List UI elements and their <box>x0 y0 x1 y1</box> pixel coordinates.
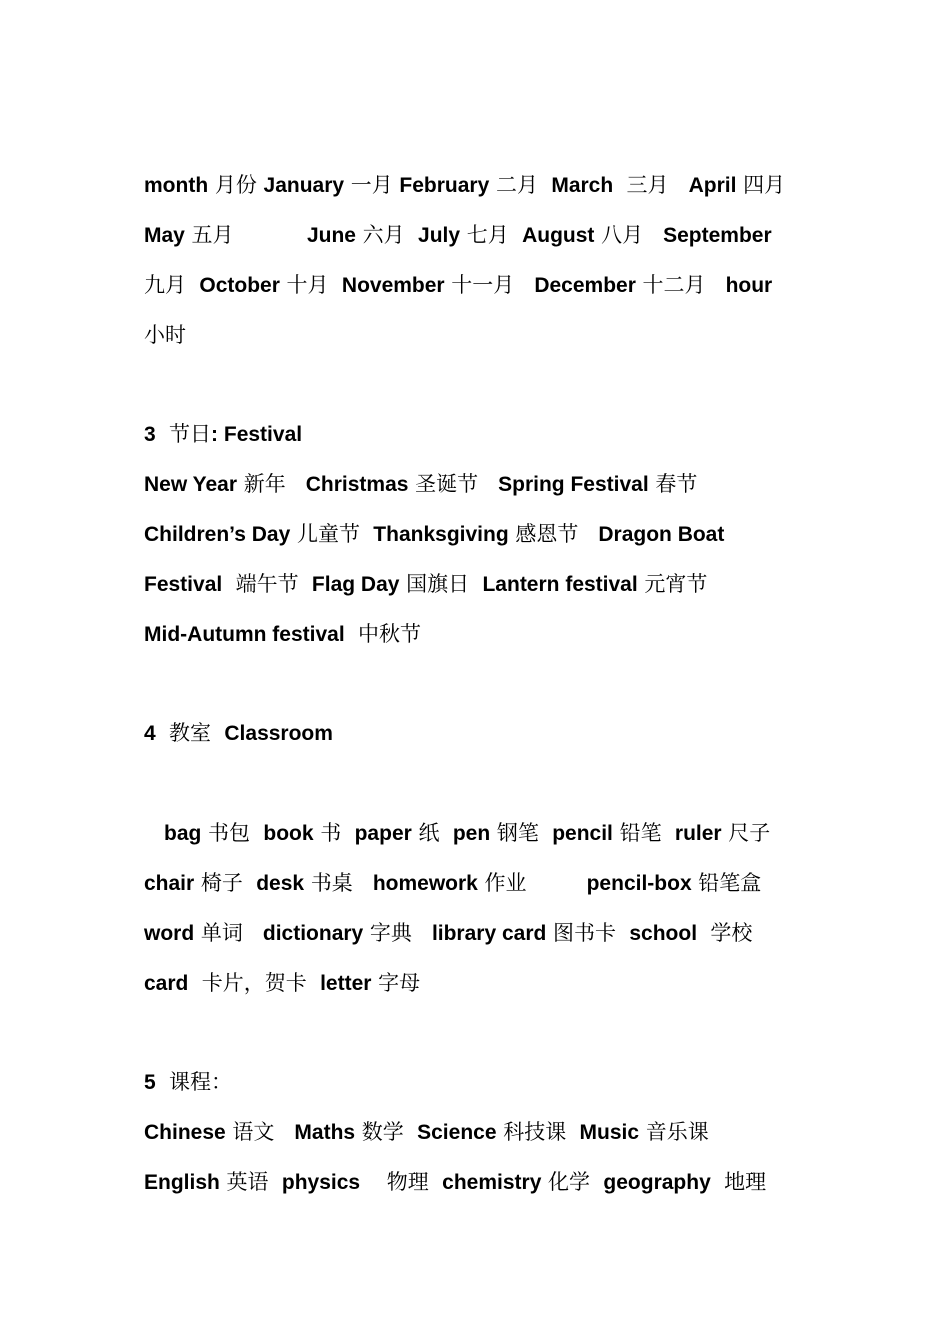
english-term: book <box>263 822 314 845</box>
chinese-gloss: 三月 <box>613 173 689 197</box>
chinese-gloss: 书 <box>313 821 355 845</box>
chinese-gloss: 学校 <box>697 921 753 945</box>
chinese-gloss: 中秋节 <box>344 622 422 646</box>
english-term: 4 <box>144 722 156 745</box>
chinese-gloss: 作业 <box>477 871 587 895</box>
english-term: dictionary <box>262 922 364 945</box>
chinese-gloss: 节日 <box>155 422 212 446</box>
english-term: geography <box>603 1171 711 1194</box>
chinese-gloss: 字母 <box>371 971 421 995</box>
english-term: Thanksgiving <box>373 523 509 546</box>
english-term: July <box>418 224 461 247</box>
text-line-months-2 <box>144 218 830 252</box>
chinese-gloss: 化学 <box>541 1170 604 1194</box>
chinese-gloss: 十一月 <box>444 273 535 297</box>
english-term: word <box>144 922 195 945</box>
english-term: chemistry <box>442 1171 542 1194</box>
chinese-gloss: 字典 <box>363 921 432 945</box>
english-term: library card <box>431 922 547 945</box>
english-term: ruler <box>674 822 722 845</box>
english-term: pencil <box>552 822 613 845</box>
english-term: bag <box>164 822 202 845</box>
english-term: Spring Festival <box>498 473 649 496</box>
chinese-gloss: 物理 <box>360 1170 443 1194</box>
english-term: paper <box>354 822 412 845</box>
english-term: school <box>629 922 698 945</box>
chinese-gloss: 十二月 <box>635 273 726 297</box>
chinese-gloss: 四月 <box>736 173 786 197</box>
text-line-classroom-2 <box>144 866 830 900</box>
chinese-gloss: 新年 <box>237 472 306 496</box>
english-term: desk <box>256 872 305 895</box>
text-line-classroom-1 <box>144 816 830 850</box>
chinese-gloss: 书桌 <box>304 871 373 895</box>
text-line-courses-1 <box>144 1115 830 1149</box>
english-term: Christmas <box>305 473 409 496</box>
english-term: homework <box>372 872 478 895</box>
english-term: Classroom <box>224 722 333 745</box>
english-term: Chinese <box>144 1121 226 1144</box>
section-heading-classroom <box>144 716 830 750</box>
english-term: May <box>144 224 185 247</box>
english-term: November <box>341 274 445 297</box>
chinese-gloss: 十月 <box>279 273 342 297</box>
chinese-gloss: 七月 <box>460 223 523 247</box>
english-term: 3 <box>144 423 156 446</box>
english-term: card <box>144 972 189 995</box>
chinese-gloss: 六月 <box>355 223 419 247</box>
english-term: March <box>551 174 614 197</box>
chinese-gloss: 月份 <box>208 173 264 197</box>
chinese-gloss: 小时 <box>144 323 186 347</box>
english-term: April <box>688 174 737 197</box>
english-term: August <box>522 224 595 247</box>
english-term: month <box>144 174 209 197</box>
text-line-months-3 <box>144 268 830 302</box>
english-term: Flag Day <box>311 573 400 596</box>
chinese-gloss: 儿童节 <box>290 522 374 546</box>
chinese-gloss: 地理 <box>710 1170 767 1194</box>
chinese-gloss: 椅子 <box>194 871 257 895</box>
chinese-gloss: 二月 <box>489 173 552 197</box>
chinese-gloss <box>144 821 164 845</box>
chinese-gloss: 元宵节 <box>637 572 708 596</box>
english-term: pen <box>452 822 491 845</box>
chinese-gloss: 尺子 <box>721 821 771 845</box>
chinese-gloss: 铅笔盒 <box>691 871 762 895</box>
english-term: December <box>534 274 636 297</box>
english-term: pencil-box <box>586 872 692 895</box>
english-term: chair <box>144 872 195 895</box>
english-term: physics <box>281 1171 361 1194</box>
chinese-gloss: 单词 <box>194 921 263 945</box>
chinese-gloss: 语文 <box>225 1120 295 1144</box>
text-line-festival-4 <box>144 617 830 651</box>
text-line-months-4 <box>144 318 830 352</box>
text-line-festival-3 <box>144 567 830 601</box>
chinese-gloss: 九月 <box>144 273 200 297</box>
english-term: Science <box>417 1121 497 1144</box>
english-term: 5 <box>144 1071 156 1094</box>
chinese-gloss: 感恩节 <box>508 522 599 546</box>
english-term: June <box>306 224 356 247</box>
text-line-festival-1 <box>144 467 830 501</box>
english-term: Lantern festival <box>482 573 638 596</box>
chinese-gloss: 英语 <box>219 1170 282 1194</box>
chinese-gloss: 一月 <box>344 173 400 197</box>
chinese-gloss: 八月 <box>594 223 664 247</box>
chinese-gloss: 图书卡 <box>546 921 630 945</box>
text-line-classroom-3 <box>144 916 830 950</box>
chinese-gloss: 科技课 <box>496 1120 580 1144</box>
english-term: Music <box>579 1121 640 1144</box>
english-term: Festival <box>144 573 223 596</box>
section-heading-courses <box>144 1065 830 1099</box>
english-term: February <box>399 174 490 197</box>
chinese-gloss: 圣诞节 <box>408 472 499 496</box>
text-line-courses-2 <box>144 1165 830 1199</box>
chinese-gloss: 音乐课 <box>639 1120 709 1144</box>
chinese-gloss: 数学 <box>355 1120 418 1144</box>
english-term: hour <box>725 274 773 297</box>
english-term: New Year <box>144 473 238 496</box>
section-heading-festival <box>144 417 830 451</box>
text-line-festival-2 <box>144 517 830 551</box>
chinese-gloss: 纸 <box>411 821 453 845</box>
text-line-classroom-4 <box>144 966 830 1000</box>
english-term: English <box>144 1171 220 1194</box>
chinese-gloss: 端午节 <box>222 572 312 596</box>
english-term: October <box>199 274 280 297</box>
english-term: letter <box>320 972 372 995</box>
chinese-gloss: 春节 <box>648 472 698 496</box>
chinese-gloss: 钢笔 <box>490 821 553 845</box>
english-term: September <box>663 224 772 247</box>
chinese-gloss: 教室 <box>155 721 225 745</box>
english-term: January <box>263 174 345 197</box>
english-term: Mid-Autumn festival <box>144 623 345 646</box>
chinese-gloss: 国旗日 <box>399 572 483 596</box>
english-term: Maths <box>294 1121 356 1144</box>
chinese-gloss: 卡片，贺卡 <box>188 971 321 995</box>
english-term: : Festival <box>211 423 303 446</box>
english-term: Dragon Boat <box>598 523 725 546</box>
chinese-gloss: 课程： <box>155 1070 233 1094</box>
english-term: Children’s Day <box>144 523 291 546</box>
chinese-gloss: 五月 <box>184 223 307 247</box>
chinese-gloss: 铅笔 <box>612 821 675 845</box>
text-line-months-1 <box>144 168 830 202</box>
chinese-gloss: 书包 <box>201 821 264 845</box>
